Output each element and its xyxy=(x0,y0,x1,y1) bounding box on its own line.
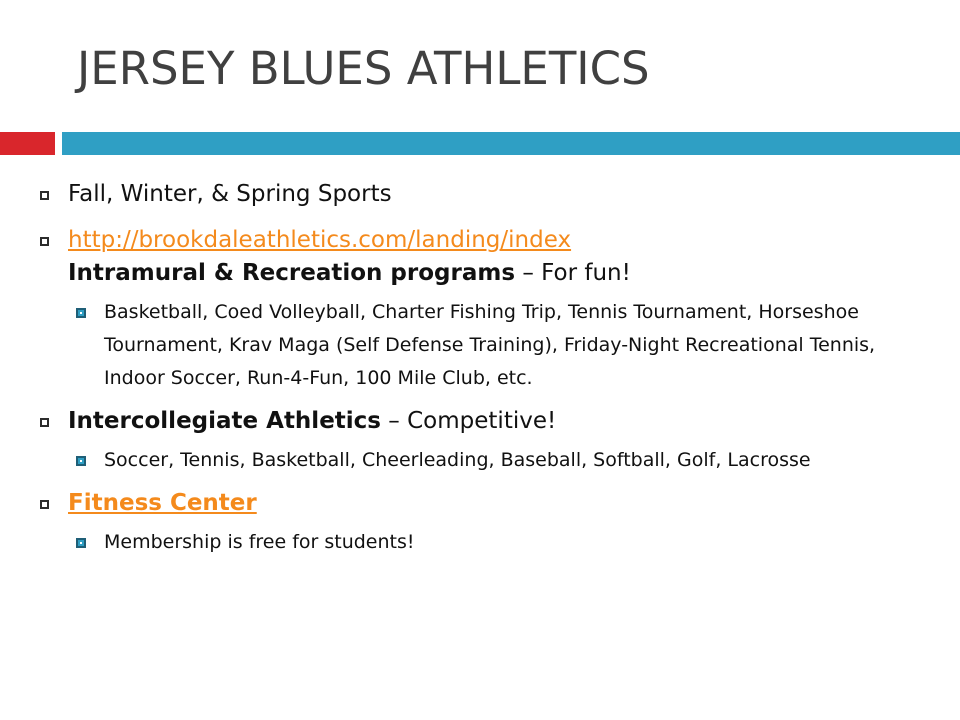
accent-band-blue xyxy=(62,132,960,155)
sub-bullet-text: Basketball, Coed Volleyball, Charter Fishing Trip, Tennis Tournament, Horseshoe Tournament, Krav Maga (Self Defense Training), Friday-Night Recreational Tennis, Indoor Soccer, Run-4-Fun, 100 Mile Club, etc. xyxy=(104,301,876,389)
hollow-square-bullet-icon xyxy=(38,178,68,211)
intramural-heading: Intramural & Recreation programs xyxy=(68,260,516,286)
bullet-intramural xyxy=(38,224,928,290)
sub-bullet-text: Membership is free for students! xyxy=(104,531,415,553)
brookdale-athletics-link[interactable]: http://brookdaleathletics.com/landing/index xyxy=(68,227,572,253)
bullet-text: Fall, Winter, & Spring Sports xyxy=(68,181,392,207)
bullet-text xyxy=(68,405,928,438)
intercollegiate-heading: Intercollegiate Athletics xyxy=(68,408,381,434)
hollow-square-bullet-icon xyxy=(38,224,68,257)
slide-content xyxy=(38,178,928,571)
sub-bullet-text: Soccer, Tennis, Basketball, Cheerleading, Baseball, Softball, Golf, Lacrosse xyxy=(104,449,811,471)
filled-square-bullet-icon xyxy=(74,444,104,477)
bullet-intercollegiate xyxy=(38,405,928,438)
filled-square-bullet-icon xyxy=(74,296,104,329)
sub-bullet-fitness-membership xyxy=(74,526,928,559)
filled-square-bullet-icon xyxy=(74,526,104,559)
intercollegiate-tail: – Competitive! xyxy=(381,408,557,434)
bullet-sports-seasons xyxy=(38,178,928,211)
sub-bullet-intercollegiate-list xyxy=(74,444,928,477)
bullet-fitness-center xyxy=(38,487,928,520)
sub-bullet-intramural-list xyxy=(74,296,928,395)
bullet-text xyxy=(68,224,928,290)
bullet-text xyxy=(68,487,928,520)
intramural-tail: – For fun! xyxy=(515,260,631,286)
hollow-square-bullet-icon xyxy=(38,405,68,438)
accent-band-red xyxy=(0,132,55,155)
slide-title: JERSEY BLUES ATHLETICS xyxy=(77,42,650,95)
hollow-square-bullet-icon xyxy=(38,487,68,520)
fitness-center-link[interactable]: Fitness Center xyxy=(68,490,257,516)
